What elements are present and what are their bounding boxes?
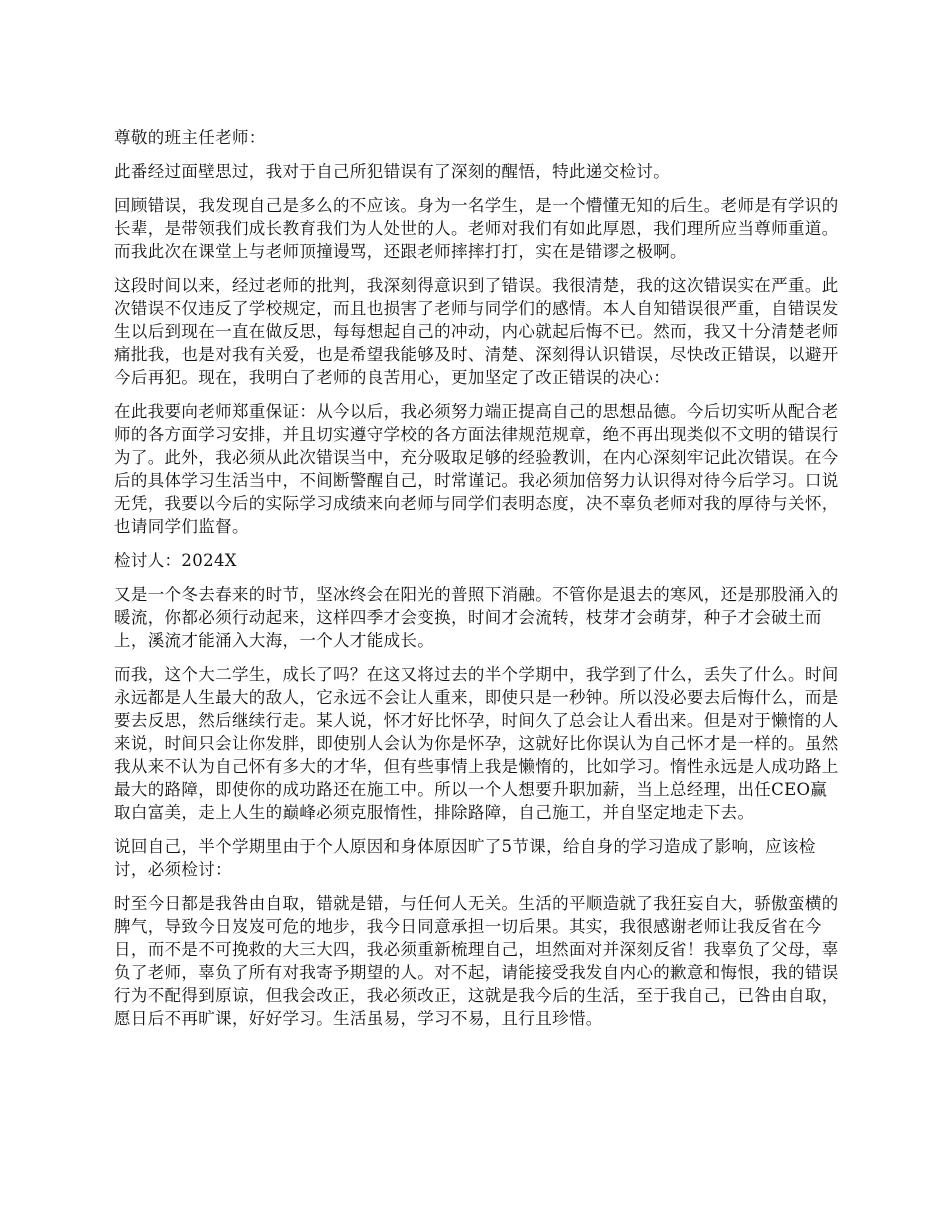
signature: 检讨人：2024X: [114, 551, 237, 570]
paragraph-spring: 又是一个冬去春来的时节，坚冰终会在阳光的普照下消融。不管你是退去的寒风，还是那股涌入的暖流，你都必须行动起来，这样四季才会变换，时间才会流转，枝芽才会萌芽，种子才会破土而上，溪流才能涌入大海，一个人才能成长。: [114, 585, 839, 650]
paragraph-promise: 在此我要向老师郑重保证：从今以后，我必须努力端正提高自己的思想品德。今后切实听从配合老师的各方面学习安排，并且切实遵守学校的各方面法律规范规章，绝不再出现类似不文明的错误行为了。此外，我必须从此次错误当中，充分吸取足够的经验教训，在内心深刻牢记此次错误。在今后的具体学习生活当中，不间断警醒自己，时常谨记。我必须加倍努力认识得对待今后学习。口说无凭，我要以今后的实际学习成绩来向老师与同学们表明态度，决不辜负老师对我的厚待与关怀，也请同学们监督。: [114, 402, 839, 536]
document-body: [114, 126, 842, 1041]
paragraph-growth: 而我，这个大二学生，成长了吗？在这又将过去的半个学期中，我学到了什么，丢失了什么。时间永远都是人生最大的敌人，它永远不会让人重来，即使只是一秒钟。所以没必要去后悔什么，而是要去反思，然后继续行走。某人说，怀才好比怀孕，时间久了总会让人看出来。但是对于懒惰的人来说，时间只会让你发胖，即使别人会认为你是怀孕，这就好比你误认为自己怀才是一样的。虽然我从来不认为自己怀有多大的才华，但有些事情上我是懒惰的，比如学习。惰性永远是人成功路上最大的路障，即使你的成功路还在施工中。所以一个人想要升职加薪，当上总经理，出任CEO赢取白富美，走上人生的巅峰必须克服惰性，排除路障，自己施工，并自坚定地走下去。: [114, 665, 839, 822]
greeting: 尊敬的班主任老师：: [114, 128, 266, 147]
paragraph-reflection: 这段时间以来，经过老师的批判，我深刻得意识到了错误。我很清楚，我的这次错误实在严重。此次错误不仅违反了学校规定，而且也损害了老师与同学们的感情。本人自知错误很严重，自错误发生以后到现在一直在做反思，每每想起自己的冲动，内心就起后悔不已。然而，我又十分清楚老师痛批我，也是对我有关爱，也是希望我能够及时、清楚、深刻得认识错误，尽快改正错误，以避开今后再犯。现在，我明白了老师的良苦用心，更加坚定了改正错误的决心：: [114, 276, 839, 387]
paragraph-review: 回顾错误，我发现自己是多么的不应该。身为一名学生，是一个懵懂无知的后生。老师是有学识的长辈，是带领我们成长教育我们为人处世的人。老师对我们有如此厚恩，我们理所应当尊师重道。而我此次在课堂上与老师顶撞谩骂，还跟老师摔摔打打，实在是错谬之极啊。: [114, 196, 839, 261]
paragraph-conclusion: 时至今日都是我咎由自取，错就是错，与任何人无关。生活的平顺造就了我狂妄自大，骄傲蛮横的脾气，导致今日岌岌可危的地步，我今日同意承担一切后果。其实，我很感谢老师让我反省在今日，而不是不可挽救的大三大四，我必须重新梳理自己，坦然面对并深刻反省！我辜负了父母，辜负了老师，辜负了所有对我寄予期望的人。对不起，请能接受我发自内心的歉意和悔恨，我的错误行为不配得到原谅，但我会改正，我必须改正，这就是我今后的生活，至于我自己，已咎由自取，愿日后不再旷课，好好学习。生活虽易，学习不易，且行且珍惜。: [114, 894, 839, 1028]
paragraph-absence: 说回自己，半个学期里由于个人原因和身体原因旷了5节课，给自身的学习造成了影响，应该检讨，必须检讨：: [114, 837, 816, 879]
paragraph-intro: 此番经过面壁思过，我对于自己所犯错误有了深刻的醒悟，特此递交检讨。: [114, 162, 671, 181]
